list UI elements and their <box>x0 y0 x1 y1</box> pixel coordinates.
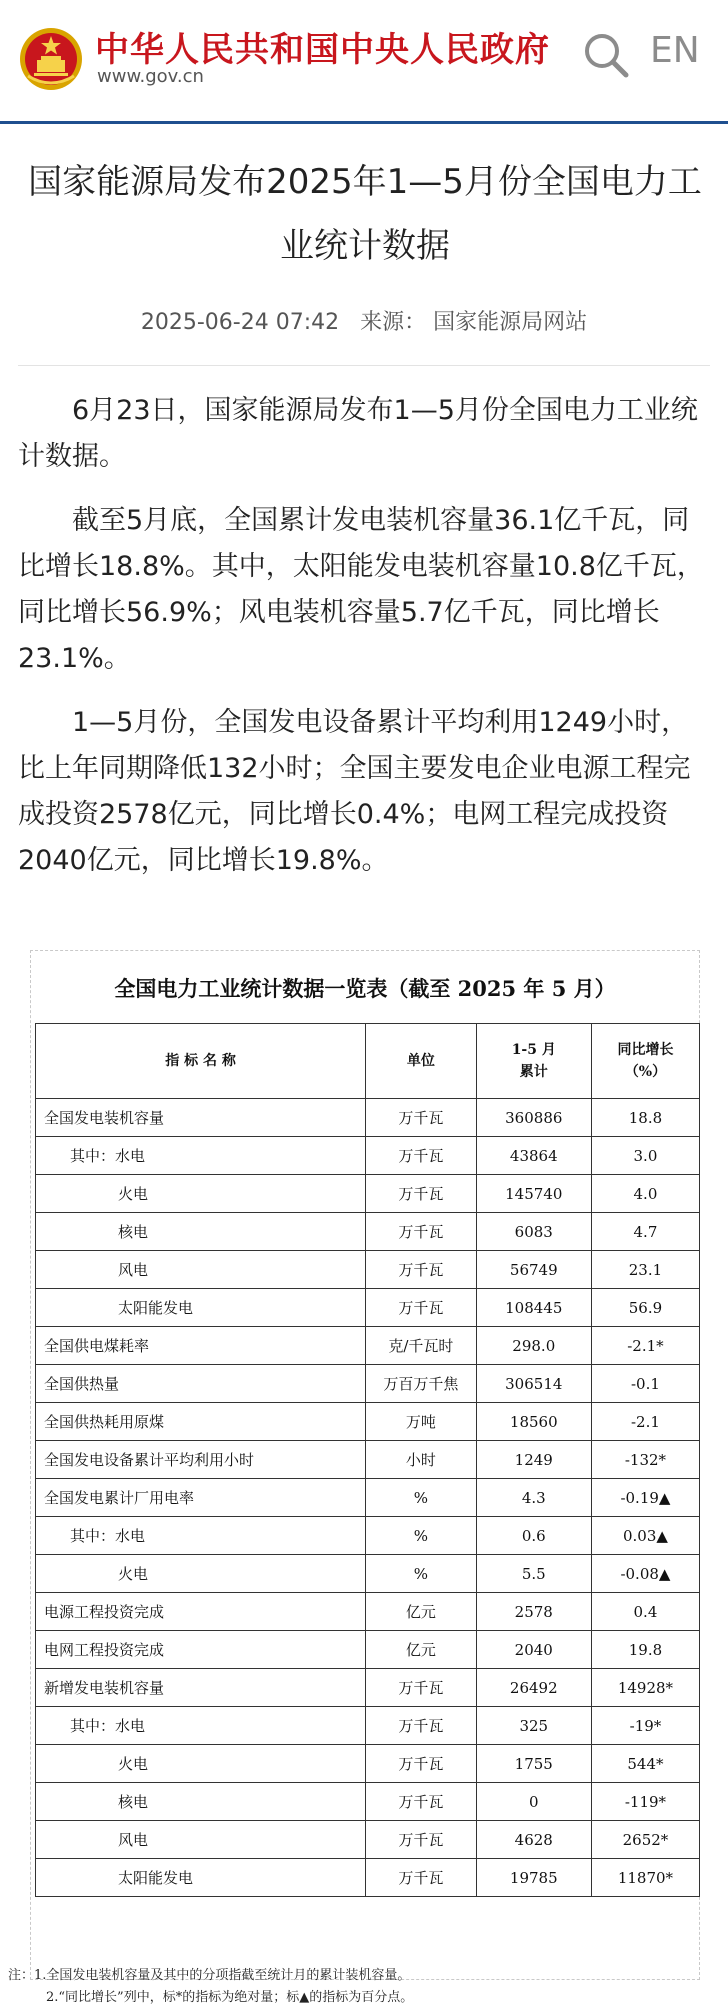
table-row <box>36 1251 700 1289</box>
cell-value: 43864 <box>476 1137 591 1175</box>
cell-yoy: 4.7 <box>591 1213 699 1251</box>
table-row <box>36 1859 700 1897</box>
cell-value: 1755 <box>476 1745 591 1783</box>
cell-yoy: -2.1* <box>591 1327 699 1365</box>
cell-value: 18560 <box>476 1403 591 1441</box>
cell-name: 风电 <box>36 1251 366 1289</box>
cell-name: 其中：水电 <box>36 1137 366 1175</box>
statistics-table-image[interactable] <box>30 950 700 1980</box>
cell-name: 全国供热耗用原煤 <box>36 1403 366 1441</box>
cell-value: 325 <box>476 1707 591 1745</box>
cell-unit: 万千瓦 <box>366 1783 476 1821</box>
cell-yoy: 544* <box>591 1745 699 1783</box>
table-row <box>36 1403 700 1441</box>
cell-value: 26492 <box>476 1669 591 1707</box>
cell-unit: 万千瓦 <box>366 1175 476 1213</box>
table-row <box>36 1593 700 1631</box>
cell-name: 核电 <box>36 1213 366 1251</box>
cell-unit: 万千瓦 <box>366 1669 476 1707</box>
cell-yoy: -119* <box>591 1783 699 1821</box>
cell-value: 2040 <box>476 1631 591 1669</box>
header-yoy-line2: （%） <box>624 1064 667 1080</box>
cell-unit: % <box>366 1479 476 1517</box>
table-row <box>36 1555 700 1593</box>
cell-yoy: 19.8 <box>591 1631 699 1669</box>
cell-name: 电网工程投资完成 <box>36 1631 366 1669</box>
language-switch-button[interactable]: EN <box>650 30 700 71</box>
cell-value: 1249 <box>476 1441 591 1479</box>
cell-value: 298.0 <box>476 1327 591 1365</box>
cell-value: 0 <box>476 1783 591 1821</box>
cell-yoy: 3.0 <box>591 1137 699 1175</box>
cell-name: 太阳能发电 <box>36 1859 366 1897</box>
cell-name: 其中：水电 <box>36 1707 366 1745</box>
cell-unit: 万千瓦 <box>366 1745 476 1783</box>
source-name: 国家能源局网站 <box>433 310 588 335</box>
table-row <box>36 1517 700 1555</box>
table-row <box>36 1745 700 1783</box>
cell-yoy: -2.1 <box>591 1403 699 1441</box>
statistics-table <box>35 1023 700 1897</box>
cell-value: 56749 <box>476 1251 591 1289</box>
cell-name: 全国发电累计厂用电率 <box>36 1479 366 1517</box>
paragraph: 6月23日，国家能源局发布1—5月份全国电力工业统计数据。 <box>18 395 698 472</box>
table-row <box>36 1783 700 1821</box>
header-value-line1: 1-5 月 <box>511 1042 556 1058</box>
cell-name: 电源工程投资完成 <box>36 1593 366 1631</box>
cell-name: 全国发电设备累计平均利用小时 <box>36 1441 366 1479</box>
cell-name: 其中：水电 <box>36 1517 366 1555</box>
source-label: 来源： <box>360 310 427 335</box>
article-title: 国家能源局发布2025年1—5月份全国电力工业统计数据 <box>28 162 702 266</box>
cell-name: 太阳能发电 <box>36 1289 366 1327</box>
cell-yoy: 18.8 <box>591 1099 699 1137</box>
table-row <box>36 1213 700 1251</box>
article-meta <box>0 305 728 336</box>
cell-name: 火电 <box>36 1745 366 1783</box>
cell-yoy: 0.03▲ <box>591 1517 699 1555</box>
cell-yoy: -0.19▲ <box>591 1479 699 1517</box>
note-line: 2.“同比增长”列中，标*的指标为绝对量；标▲的指标为百分点。 <box>46 1990 414 2005</box>
cell-yoy: -0.08▲ <box>591 1555 699 1593</box>
table-row <box>36 1479 700 1517</box>
site-name[interactable]: 中华人民共和国中央人民政府 <box>95 30 550 70</box>
table-row <box>36 1707 700 1745</box>
cell-name: 全国发电装机容量 <box>36 1099 366 1137</box>
header-name: 指 标 名 称 <box>36 1024 366 1099</box>
cell-unit: 万吨 <box>366 1403 476 1441</box>
table-row <box>36 1137 700 1175</box>
article-body <box>18 388 710 902</box>
cell-name: 风电 <box>36 1821 366 1859</box>
cell-value: 5.5 <box>476 1555 591 1593</box>
cell-unit: 克/千瓦时 <box>366 1327 476 1365</box>
search-icon[interactable] <box>583 32 629 78</box>
cell-value: 4.3 <box>476 1479 591 1517</box>
cell-yoy: 56.9 <box>591 1289 699 1327</box>
table-row <box>36 1099 700 1137</box>
header-yoy-line1: 同比增长 <box>617 1042 674 1058</box>
header-value-line2: 累计 <box>519 1064 548 1080</box>
cell-unit: 亿元 <box>366 1593 476 1631</box>
table-row <box>36 1289 700 1327</box>
cell-value: 306514 <box>476 1365 591 1403</box>
header-yoy <box>591 1024 699 1099</box>
cell-name: 核电 <box>36 1783 366 1821</box>
national-emblem-icon[interactable] <box>18 26 84 92</box>
paragraph: 1—5月份，全国发电设备累计平均利用1249小时，比上年同期降低132小时；全国主要发电企业电源工程完成投资2578亿元，同比增长0.4%；电网工程完成投资2040亿元，同比增长19.8%。 <box>18 707 691 876</box>
table-row <box>36 1441 700 1479</box>
table-row <box>36 1821 700 1859</box>
cell-name: 全国供电煤耗率 <box>36 1327 366 1365</box>
cell-unit: 万千瓦 <box>366 1251 476 1289</box>
cell-unit: 万千瓦 <box>366 1137 476 1175</box>
table-row <box>36 1365 700 1403</box>
cell-name: 火电 <box>36 1555 366 1593</box>
site-url[interactable]: www.gov.cn <box>97 66 204 87</box>
note-line: 注：1.全国发电装机容量及其中的分项指截至统计月的累计装机容量。 <box>8 1968 411 1983</box>
table-row <box>36 1327 700 1365</box>
cell-yoy: -0.1 <box>591 1365 699 1403</box>
publish-datetime: 2025-06-24 07:42 <box>140 310 340 335</box>
cell-unit: 万百万千焦 <box>366 1365 476 1403</box>
cell-value: 6083 <box>476 1213 591 1251</box>
divider <box>18 365 710 366</box>
cell-unit: 万千瓦 <box>366 1821 476 1859</box>
paragraph: 截至5月底，全国累计发电装机容量36.1亿千瓦，同比增长18.8%。其中，太阳能发电装机容量10.8亿千瓦，同比增长56.9%；风电装机容量5.7亿千瓦，同比增长23.1%。 <box>18 505 704 674</box>
site-header <box>0 0 728 124</box>
cell-value: 2578 <box>476 1593 591 1631</box>
cell-name: 全国供热量 <box>36 1365 366 1403</box>
cell-unit: % <box>366 1517 476 1555</box>
cell-yoy: 0.4 <box>591 1593 699 1631</box>
cell-yoy: 23.1 <box>591 1251 699 1289</box>
cell-value: 0.6 <box>476 1517 591 1555</box>
cell-name: 火电 <box>36 1175 366 1213</box>
cell-unit: 万千瓦 <box>366 1289 476 1327</box>
table-title: 全国电力工业统计数据一览表（截至 2025 年 5 月） <box>114 976 616 1001</box>
cell-yoy: -132* <box>591 1441 699 1479</box>
cell-name: 新增发电装机容量 <box>36 1669 366 1707</box>
cell-unit: % <box>366 1555 476 1593</box>
table-header-row <box>36 1024 700 1099</box>
cell-value: 19785 <box>476 1859 591 1897</box>
header-unit: 单位 <box>366 1024 476 1099</box>
cell-yoy: -19* <box>591 1707 699 1745</box>
cell-yoy: 4.0 <box>591 1175 699 1213</box>
cell-value: 360886 <box>476 1099 591 1137</box>
cell-unit: 万千瓦 <box>366 1099 476 1137</box>
cell-unit: 亿元 <box>366 1631 476 1669</box>
table-row <box>36 1631 700 1669</box>
cell-value: 108445 <box>476 1289 591 1327</box>
cell-yoy: 2652* <box>591 1821 699 1859</box>
table-row <box>36 1175 700 1213</box>
header-value <box>476 1024 591 1099</box>
cell-unit: 万千瓦 <box>366 1707 476 1745</box>
cell-unit: 万千瓦 <box>366 1213 476 1251</box>
table-row <box>36 1669 700 1707</box>
cell-yoy: 11870* <box>591 1859 699 1897</box>
cell-yoy: 14928* <box>591 1669 699 1707</box>
table-notes <box>8 1965 413 2009</box>
cell-unit: 小时 <box>366 1441 476 1479</box>
cell-value: 145740 <box>476 1175 591 1213</box>
cell-unit: 万千瓦 <box>366 1859 476 1897</box>
cell-value: 4628 <box>476 1821 591 1859</box>
